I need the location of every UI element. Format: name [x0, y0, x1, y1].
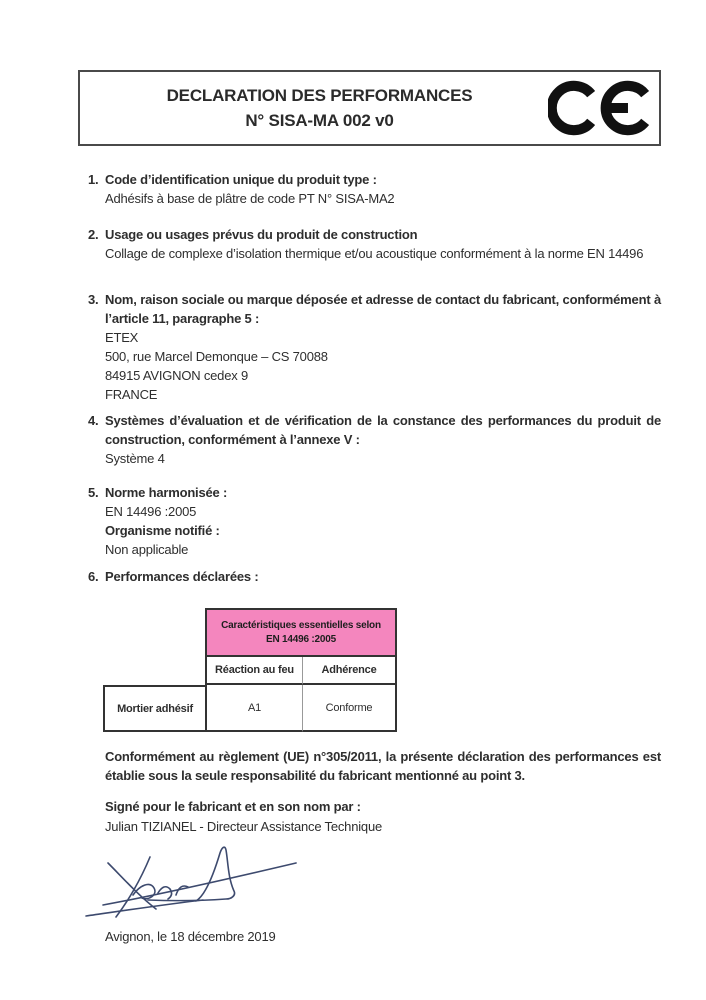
manufacturer-city: 84915 AVIGNON cedex 9 — [105, 368, 248, 383]
section-3-heading: Nom, raison sociale ou marque déposée et adresse de contact du fabricant, conformément à l’article 11, paragraphe 5 : — [105, 292, 661, 326]
section-3 — [88, 290, 661, 404]
ce-mark-icon — [548, 76, 654, 140]
declaration-title-box — [78, 70, 661, 146]
harmonised-standard-label: Norme harmonisée : — [105, 485, 228, 500]
section-3-number: 3. — [88, 292, 99, 307]
manufacturer-street: 500, rue Marcel Demonque – CS 70088 — [105, 349, 328, 364]
section-1-heading: Code d’identification unique du produit type : — [105, 172, 377, 187]
signatory-name: Julian TIZIANEL - Directeur Assistance Technique — [105, 819, 383, 834]
notified-body-value: Non applicable — [105, 542, 189, 557]
section-4-number: 4. — [88, 413, 99, 428]
section-2-number: 2. — [88, 227, 99, 242]
declared-performance-table — [103, 608, 397, 732]
harmonised-standard-value: EN 14496 :2005 — [105, 504, 197, 519]
column-header-adherence: Adhérence — [303, 657, 397, 685]
section-1 — [88, 170, 661, 208]
table-value-reaction-feu: A1 — [205, 685, 303, 732]
section-2-heading: Usage ou usages prévus du produit de construction — [105, 227, 418, 242]
section-6-number: 6. — [88, 569, 99, 584]
section-1-body: Adhésifs à base de plâtre de code PT N° SISA-MA2 — [105, 191, 395, 206]
responsibility-declaration: Conformément au règlement (UE) n°305/2011, la présente déclaration des performances est établie sous la seule responsabilité du fabricant mentionné au point 3. — [105, 749, 661, 783]
manufacturer-name: ETEX — [105, 330, 139, 345]
section-2-body: Collage de complexe d’isolation thermique et/ou acoustique conformément à la norme EN 14496 — [105, 246, 644, 261]
manufacturer-country: FRANCE — [105, 387, 158, 402]
signed-block — [105, 797, 661, 837]
section-4 — [88, 411, 661, 468]
document-title: DECLARATION DES PERFORMANCES — [166, 86, 473, 105]
table-row-label: Mortier adhésif — [103, 685, 205, 732]
section-6-heading: Performances déclarées : — [105, 569, 259, 584]
document-number: N° SISA-MA 002 v0 — [245, 111, 394, 130]
table-header-line1: Caractéristiques essentielles selon — [221, 620, 381, 631]
section-4-heading: Systèmes d’évaluation et de vérification de la constance des performances du produit de construction, conformément à l’annexe V : — [105, 413, 661, 447]
notified-body-label: Organisme notifié : — [105, 523, 220, 538]
section-6 — [88, 567, 661, 586]
table-value-adherence: Conforme — [303, 685, 397, 732]
table-header-line2: EN 14496 :2005 — [265, 633, 337, 645]
section-4-body: Système 4 — [105, 451, 165, 466]
section-5 — [88, 483, 661, 559]
section-2 — [88, 225, 661, 263]
section-1-number: 1. — [88, 172, 99, 187]
place-date: Avignon, le 18 décembre 2019 — [105, 929, 276, 944]
handwritten-signature-icon — [78, 843, 308, 925]
signed-for-label: Signé pour le fabricant et en son nom par : — [105, 799, 361, 814]
table-header-cell — [205, 608, 397, 657]
column-header-reaction-feu: Réaction au feu — [205, 657, 303, 685]
section-5-number: 5. — [88, 485, 99, 500]
